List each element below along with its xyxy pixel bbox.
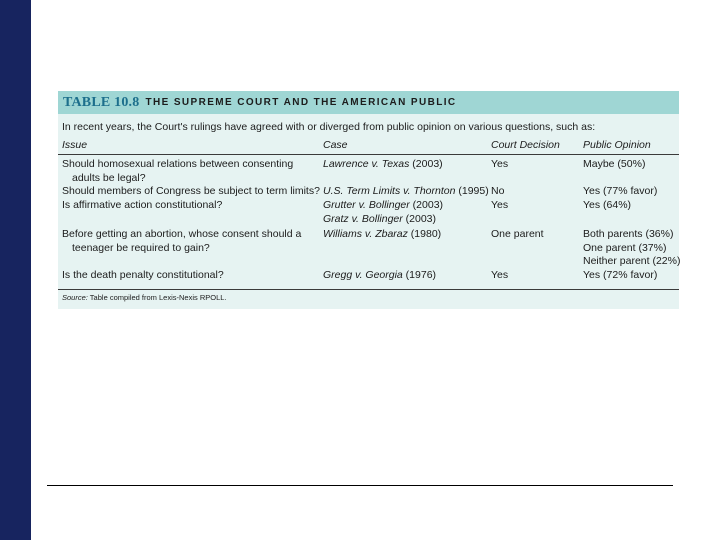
- issue-cell: [62, 228, 301, 255]
- case-year: (2003): [402, 212, 437, 225]
- case-year: (1980): [407, 228, 442, 240]
- case-name: Gregg v. Georgia: [323, 269, 403, 281]
- case-year: (2003): [409, 199, 444, 211]
- table-header-row: [58, 139, 679, 155]
- case-cell: [323, 269, 436, 283]
- opinion-line: Both parents (36%): [583, 228, 674, 240]
- source-text: Table compiled from Lexis-Nexis RPOLL.: [87, 293, 227, 302]
- source-label: Source:: [62, 293, 88, 302]
- case-name: Grutter v. Bollinger: [323, 199, 410, 211]
- case-cell: [323, 228, 441, 242]
- issue-line: Before getting an abortion, whose consent should a: [62, 228, 302, 240]
- case-name: U.S. Term Limits v. Thornton: [323, 185, 456, 197]
- issue-cell: [62, 185, 320, 199]
- opinion-line: Yes (77% favor): [583, 185, 658, 197]
- table-source-note: [62, 293, 227, 302]
- issue-line: teenager be required to gain?: [72, 241, 210, 254]
- slide-bottom-rule: [47, 485, 673, 486]
- header-court-decision: Court Decision: [491, 139, 560, 151]
- decision-cell: No: [491, 185, 505, 197]
- header-issue: Issue: [62, 139, 88, 151]
- case-name: Lawrence v. Texas: [323, 158, 410, 170]
- table-bottom-rule: [58, 289, 679, 290]
- issue-line: Should members of Congress be subject to term limits?: [62, 185, 320, 197]
- decision-cell: Yes: [491, 158, 509, 170]
- case-cell: [323, 185, 489, 199]
- opinion-cell: [583, 185, 657, 199]
- case-year: (1976): [402, 269, 437, 281]
- opinion-cell: [583, 158, 645, 172]
- case-name: Williams v. Zbaraz: [323, 228, 408, 240]
- slide-left-bar: [0, 0, 31, 540]
- decision-cell: Yes: [491, 269, 509, 281]
- table-number: TABLE 10.8: [63, 94, 140, 110]
- header-case: Case: [323, 139, 348, 151]
- opinion-line: One parent (37%): [583, 241, 667, 254]
- decision-cell: One parent: [491, 228, 544, 240]
- issue-line: Is affirmative action constitutional?: [62, 199, 223, 211]
- opinion-line: Yes (72% favor): [583, 269, 658, 281]
- issue-line: adults be legal?: [72, 171, 146, 184]
- opinion-line: Neither parent (22%): [583, 255, 681, 267]
- opinion-line: Yes (64%): [583, 199, 632, 211]
- case-name: Gratz v. Bollinger: [323, 212, 403, 225]
- table-title: THE SUPREME COURT AND THE AMERICAN PUBLIC: [145, 97, 457, 108]
- opinion-cell: [583, 228, 680, 269]
- case-year: (1995): [455, 185, 489, 197]
- case-cell: [323, 158, 443, 172]
- table-title-bar: [58, 91, 679, 114]
- issue-cell: [62, 158, 293, 185]
- issue-line: Should homosexual relations between consenting: [62, 158, 294, 170]
- header-public-opinion: Public Opinion: [583, 139, 651, 151]
- table-figure: [58, 91, 679, 309]
- case-year: (2003): [409, 158, 443, 170]
- issue-cell: [62, 199, 222, 213]
- issue-line: Is the death penalty constitutional?: [62, 269, 224, 281]
- case-cell: [323, 199, 443, 226]
- opinion-line: Maybe (50%): [583, 158, 646, 170]
- opinion-cell: [583, 269, 657, 283]
- opinion-cell: [583, 199, 631, 213]
- table-intro: In recent years, the Court's rulings have agreed with or diverged from public opinion on various questions, such as:: [62, 121, 596, 133]
- decision-cell: Yes: [491, 199, 509, 211]
- issue-cell: [62, 269, 224, 283]
